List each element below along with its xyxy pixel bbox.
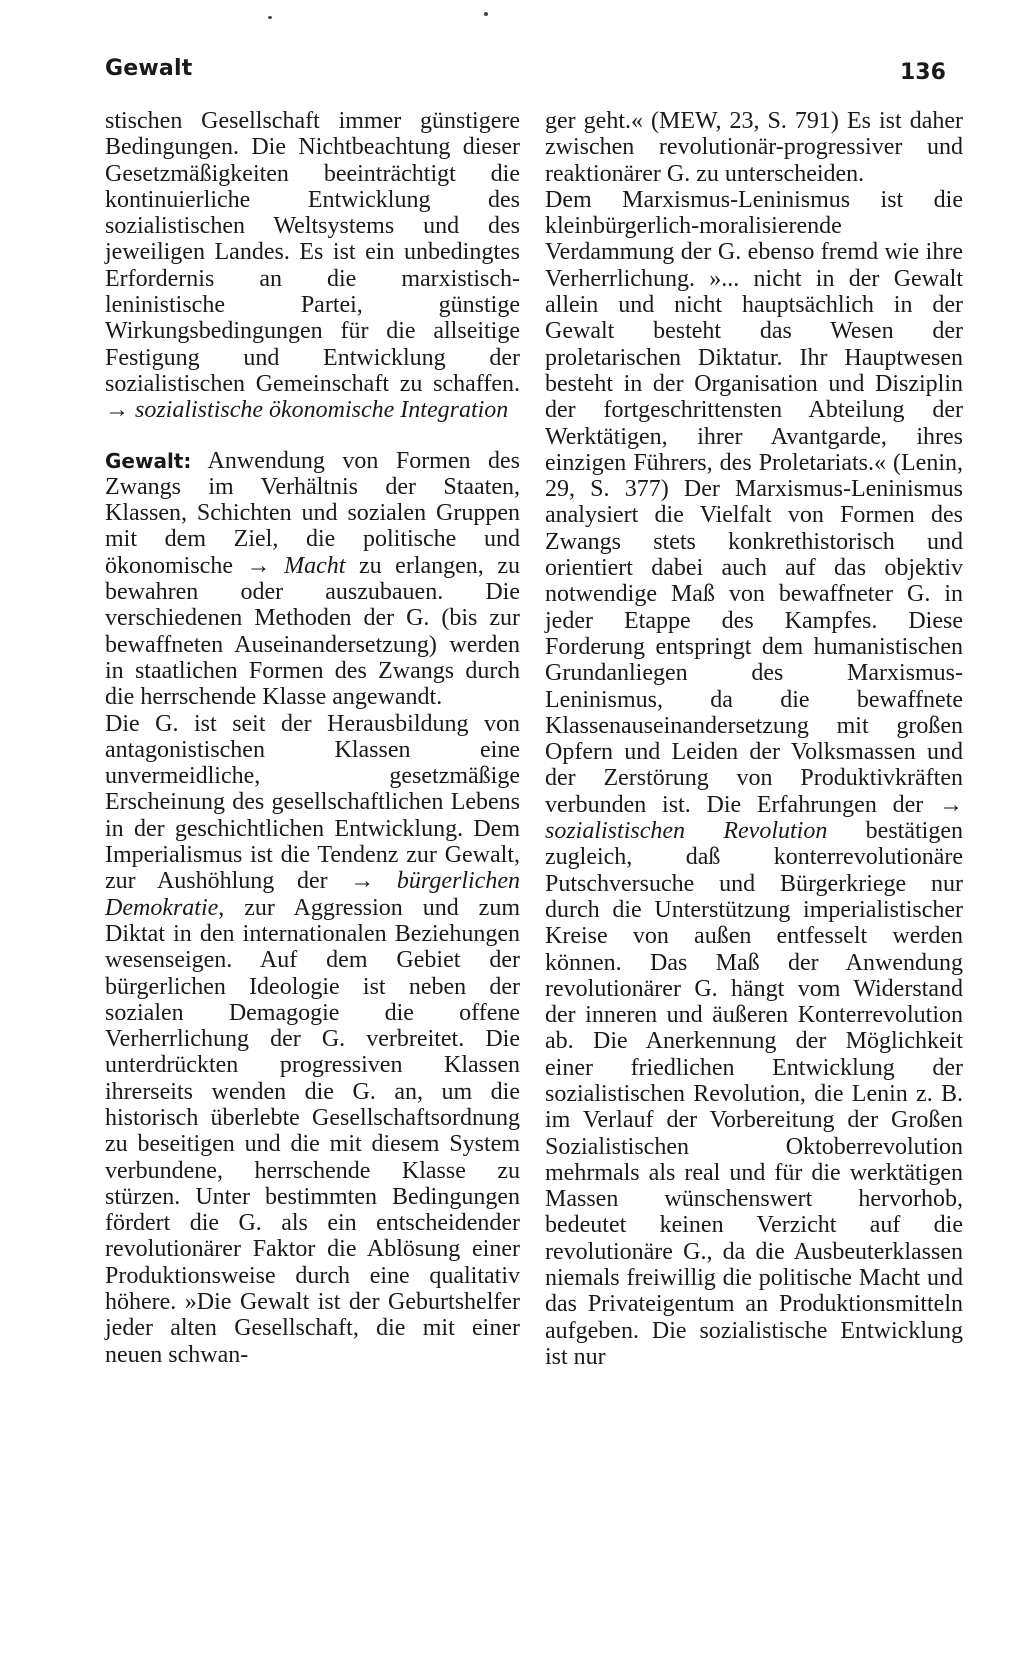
paragraph-text: Die G. ist seit der Herausbildung von antagonistischen Klassen eine unvermeidliche, gesetzmäßige Erscheinung des gesellschaftlichen Lebens in der geschichtlichen Entwicklung. Dem Imperialismus ist die Tendenz zur Gewalt, zur Aushöhlung der bbox=[105, 710, 520, 895]
cross-reference[interactable]: Macht bbox=[270, 552, 346, 579]
cross-reference[interactable]: sozialistischen Revolution bbox=[545, 818, 828, 845]
cross-reference-arrow: → bbox=[939, 791, 963, 818]
paragraph-text: , zur Aggression und zum Diktat in den internationalen Beziehungen wesenseigen. Auf dem Gebiet der bürgerlichen Ideologie ist neben der sozialen Demagogie die offene Verherrlichung der G. verbreitet. Die unterdrückten progressiven Klassen ihrerseits wenden die G. an, um die historisch überlebte Gesellschaftsordnung zu beseitigen und die mit diesem System verbundene, herrschende Klasse zu stürzen. Unter bestimmten Bedingungen fördert die G. als ein entscheidender revolutionärer Faktor die Ablösung einer Produktionsweise durch eine qualitativ höhere. »Die Gewalt ist der Geburtshelfer jeder alten Gesellschaft, die mit einer neuen schwan- bbox=[105, 894, 520, 1368]
continued-paragraph bbox=[105, 108, 520, 424]
paragraph-text: Anwendung von Formen des Zwangs im Verhältnis der Staaten, Klassen, Schichten und sozialen Gruppen mit dem Ziel, die politische und ökonomische bbox=[105, 447, 520, 579]
cross-reference[interactable]: sozialistische ökonomische Integration bbox=[129, 397, 509, 424]
entry-lemma: Gewalt: bbox=[105, 448, 192, 473]
paragraph-text: zu erlangen, zu bewahren oder auszubauen. Die verschiedenen Methoden der G. (bis zur bewaffneten Auseinandersetzung) werden in staatlichen Formen des Zwangs durch die herrschende Klasse angewandt. bbox=[105, 552, 521, 711]
right-column bbox=[545, 108, 963, 1370]
cross-reference[interactable]: bürgerlichen Demokratie bbox=[105, 868, 520, 921]
entry-paragraph bbox=[545, 108, 963, 187]
running-head: Gewalt bbox=[105, 56, 193, 81]
entry-paragraph bbox=[545, 187, 963, 1370]
scan-speck bbox=[484, 12, 488, 16]
paragraph-text: ger geht.« (MEW, 23, S. 791) Es ist daher zwischen revolutionär-progressiver und reaktionärer G. zu unterscheiden. bbox=[545, 108, 963, 187]
paragraph-text: bestätigen zugleich, daß konterrevolutionäre Putschversuche und Bürgerkriege nur durch die Unterstützung imperialistischer Kreise von außen entfesselt werden können. Das Maß der Anwendung revolutionärer G. hängt vom Widerstand der inneren und äußeren Konterrevolution ab. Die Anerkennung der Möglichkeit einer friedlichen Entwicklung der sozialistischen Revolution, die Lenin z. B. im Verlauf der Vorbereitung der Großen Sozialistischen Oktoberrevolution mehrmals als real und für die werktätigen Massen wünschenswert hervorhob, bedeutet keinen Verzicht auf die revolutionäre G., da die Ausbeuterklassen niemals freiwillig die politische Macht und das Privateigentum an Produktionsmitteln aufgeben. Die sozialistische Entwicklung ist nur bbox=[545, 818, 963, 1370]
entry-definition bbox=[105, 448, 520, 711]
scan-speck bbox=[268, 16, 272, 19]
paragraph-text: stischen Gesellschaft immer günstigere Bedingungen. Die Nichtbeachtung dieser Gesetzmäßigkeiten beeinträchtigt die kontinuierliche Entwicklung des sozialistischen Weltsystems und des jeweiligen Landes. Es ist ein unbedingtes Erfordernis an die marxistisch-leninistische Partei, günstige Wirkungsbedingungen für die allseitige Festigung und Entwicklung der sozialistischen Gemeinschaft zu schaffen. bbox=[105, 108, 520, 397]
entry-paragraph bbox=[105, 711, 520, 1368]
left-column bbox=[105, 108, 520, 1368]
entry-separator bbox=[105, 424, 520, 448]
page-number: 136 bbox=[900, 60, 946, 85]
cross-reference-arrow: → bbox=[246, 552, 271, 579]
paragraph-text: Dem Marxismus-Leninismus ist die kleinbürgerlich-moralisierende Verdammung der G. ebenso fremd wie ihre Verherrlichung. »... nicht in der Gewalt allein und nicht hauptsächlich in der Gewalt besteht das Wesen der proletarischen Diktatur. Ihr Hauptwesen besteht in der Organisation und Disziplin der fortgeschrittensten Abteilung der Werktätigen, ihrer Avantgarde, ihres einzigen Führers, des Proletariats.« (Lenin, 29, S. 377) Der Marxismus-Leninismus analysiert die Vielfalt von Formen des Zwangs stets konkrethistorisch und orientiert dabei auch auf das objektiv notwendige Maß von bewaffneter G. in jeder Etappe des Kampfes. Diese Forderung entspringt dem humanistischen Grundanliegen des Marxismus-Leninismus, da die bewaffnete Klassenauseinandersetzung mit großen Opfern und Leiden der Volksmassen und der Zerstörung von Produktivkräften verbunden ist. Die Erfahrungen der bbox=[545, 186, 963, 818]
cross-reference-arrow: → bbox=[350, 868, 375, 895]
cross-reference-arrow: → bbox=[105, 397, 129, 424]
